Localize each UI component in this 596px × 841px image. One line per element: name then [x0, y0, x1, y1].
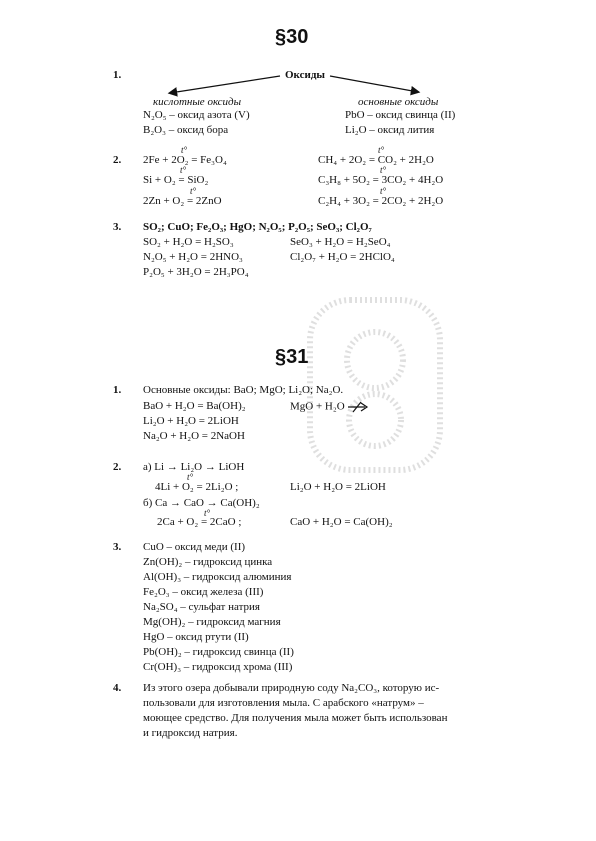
substance-item: Pb(OH)₂ – гидроксид свинца (II)	[143, 646, 294, 658]
chain-a: а) Li → Li₂O → LiOH	[143, 461, 245, 473]
oxides-list: SO₂; CuO; Fe₂O₃; HgO; N₂O₅; P₂O₅; SeO₃; Cl₂O₇	[143, 221, 372, 233]
condition-mark: t°	[187, 472, 194, 482]
task-31-4-number: 4.	[113, 682, 122, 694]
acidic-oxide-item-1: N₂O₅ – оксид азота (V)	[143, 109, 250, 121]
reaction-30-2-right-1: CH₄ + 2O₂ = CO₂ + 2H₂O	[318, 154, 434, 166]
chain-a-step-2: Li₂O + H₂O = 2LiOH	[290, 481, 386, 493]
task-30-2-number: 2.	[113, 154, 122, 166]
reaction-30-3-left-3: P₂O₅ + 3H₂O = 2H₃PO₄	[143, 266, 249, 278]
substance-item: Fe₂O₃ – оксид железа (III)	[143, 586, 264, 598]
reaction-31-1-row-1: BaO + H₂O = Ba(OH)₂	[143, 400, 246, 412]
reaction-30-3-left-2: N₂O₅ + H₂O = 2HNO₃	[143, 251, 243, 263]
substance-item: HgO – оксид ртути (II)	[143, 631, 249, 643]
basic-oxides-title: Основные оксиды: BaO; MgO; Li₂O; Na₂O.	[143, 384, 344, 396]
substance-item: Na₂SO₄ – сульфат натрия	[143, 601, 260, 613]
mgo-reaction-text: MgO + H₂O	[290, 400, 345, 413]
condition-mark: t°	[380, 186, 387, 196]
no-reaction-arrow-icon	[347, 401, 369, 413]
task-31-2-number: 2.	[113, 461, 122, 473]
reaction-30-3-right-2: Cl₂O₇ + H₂O = 2HClO₄	[290, 251, 395, 263]
condition-mark: t°	[204, 508, 211, 518]
chain-b-step-1: 2Ca + O₂ = 2CaO ;	[157, 516, 242, 528]
condition-mark: t°	[378, 145, 385, 155]
task-30-3-number: 3.	[113, 221, 122, 233]
section-31-heading: §31	[275, 346, 309, 368]
chain-b-step-2: CaO + H₂O = Ca(OH)₂	[290, 516, 393, 528]
condition-mark: t°	[380, 165, 387, 175]
reaction-30-2-right-2: C₃H₈ + 5O₂ = 3CO₂ + 4H₂O	[318, 174, 444, 186]
reaction-31-1-row-3: Na₂O + H₂O = 2NaOH	[143, 430, 245, 442]
task-31-1-number: 1.	[113, 384, 122, 396]
paragraph-line: Из этого озера добывали природную соду Na₂CO₃, которую ис-	[143, 682, 440, 694]
paragraph-line: пользовали для изготовления мыла. С арабского «натрум» –	[143, 697, 424, 709]
paragraph-line: моющее средство. Для получения мыла может быть использован	[143, 712, 448, 724]
reaction-30-2-left-2: Si + O₂ = SiO₂	[143, 174, 209, 186]
mgo-reaction	[290, 401, 369, 413]
paragraph-line: и гидроксид натрия.	[143, 727, 238, 739]
reaction-30-3-right-1: SeO₃ + H₂O = H₂SeO₄	[290, 236, 391, 248]
substance-item: Al(OH)₃ – гидроксид алюминия	[143, 571, 292, 583]
basic-oxide-item-2: Li₂O – оксид лития	[345, 124, 435, 136]
reaction-30-3-left-1: SO₂ + H₂O = H₂SO₃	[143, 236, 234, 248]
condition-mark: t°	[180, 165, 187, 175]
substance-item: Mg(OH)₂ – гидроксид магния	[143, 616, 281, 628]
acidic-oxide-item-2: B₂O₃ – оксид бора	[143, 124, 229, 136]
oxides-center-label: Оксиды	[285, 69, 325, 81]
condition-mark: t°	[181, 145, 188, 155]
substance-item: Zn(OH)₂ – гидроксид цинка	[143, 556, 273, 568]
task-31-3-number: 3.	[113, 541, 122, 553]
chain-b: б) Ca → CaO → Ca(OH)₂	[143, 497, 260, 509]
chain-a-step-1: 4Li + O₂ = 2Li₂O ;	[155, 481, 239, 493]
substance-item: Cr(OH)₃ – гидроксид хрома (III)	[143, 661, 293, 673]
reaction-30-2-right-3: C₂H₄ + 3O₂ = 2CO₂ + 2H₂O	[318, 195, 444, 207]
task-30-1-number: 1.	[113, 69, 122, 81]
task-31-4-paragraph	[143, 681, 483, 741]
condition-mark: t°	[190, 186, 197, 196]
basic-oxide-item-1: PbO – оксид свинца (II)	[345, 109, 456, 121]
basic-oxides-heading: основные оксиды	[358, 96, 439, 108]
substance-item: CuO – оксид меди (II)	[143, 541, 246, 553]
acidic-oxides-heading: кислотные оксиды	[153, 96, 242, 108]
reaction-30-2-left-3: 2Zn + O₂ = 2ZnO	[143, 195, 222, 207]
section-30-heading: §30	[275, 26, 309, 48]
reaction-31-1-row-2: Li₂O + H₂O = 2LiOH	[143, 415, 239, 427]
reaction-30-2-left-1: 2Fe + 2O₂ = Fe₃O₄	[143, 154, 227, 166]
